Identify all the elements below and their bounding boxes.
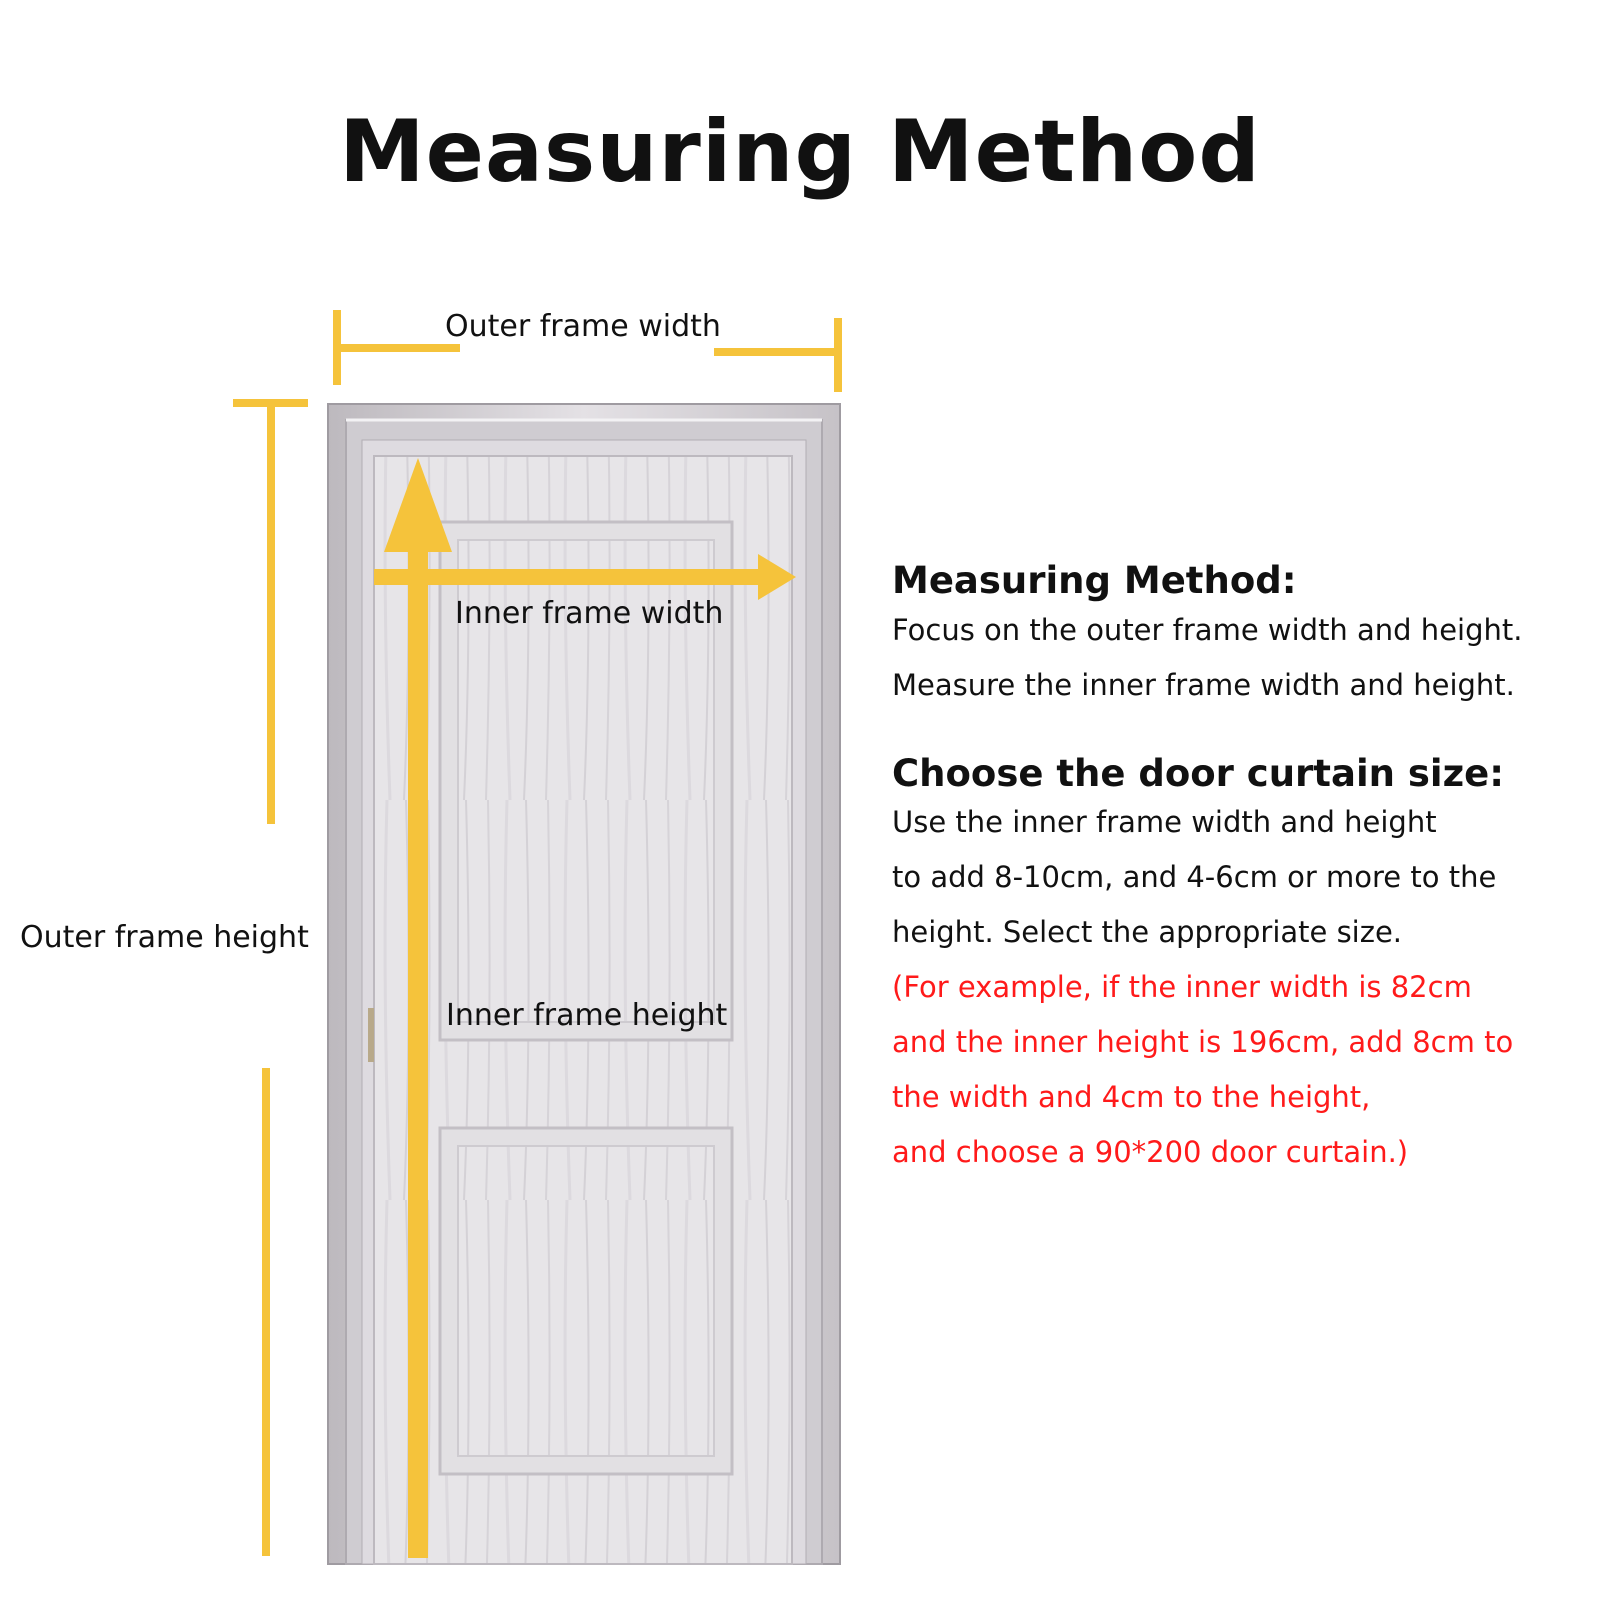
instruction-line: Measure the inner frame width and height. [892,667,1515,702]
outer-height-marker [233,403,308,1556]
outer-width-label: Outer frame width [445,309,721,344]
example-line: and choose a 90*200 door curtain.) [892,1135,1409,1170]
measuring-method-heading: Measuring Method: [892,559,1297,602]
instruction-line: Use the inner frame width and height [892,805,1437,840]
inner-height-label: Inner frame height [446,998,728,1033]
example-line: (For example, if the inner width is 82cm [892,970,1472,1005]
curtain-size-heading: Choose the door curtain size: [892,751,1504,795]
instruction-line: Focus on the outer frame width and height. [892,612,1523,647]
instruction-line: to add 8-10cm, and 4-6cm or more to the [892,860,1497,895]
page-title: Measuring Method [339,102,1261,202]
instruction-line: height. Select the appropriate size. [892,915,1403,950]
example-line: and the inner height is 196cm, add 8cm to [892,1025,1514,1060]
inner-width-label: Inner frame width [455,596,724,631]
hinge [368,1008,374,1062]
outer-height-label: Outer frame height [20,920,309,955]
example-line: the width and 4cm to the height, [892,1080,1371,1115]
instructions-panel [892,560,1592,1180]
